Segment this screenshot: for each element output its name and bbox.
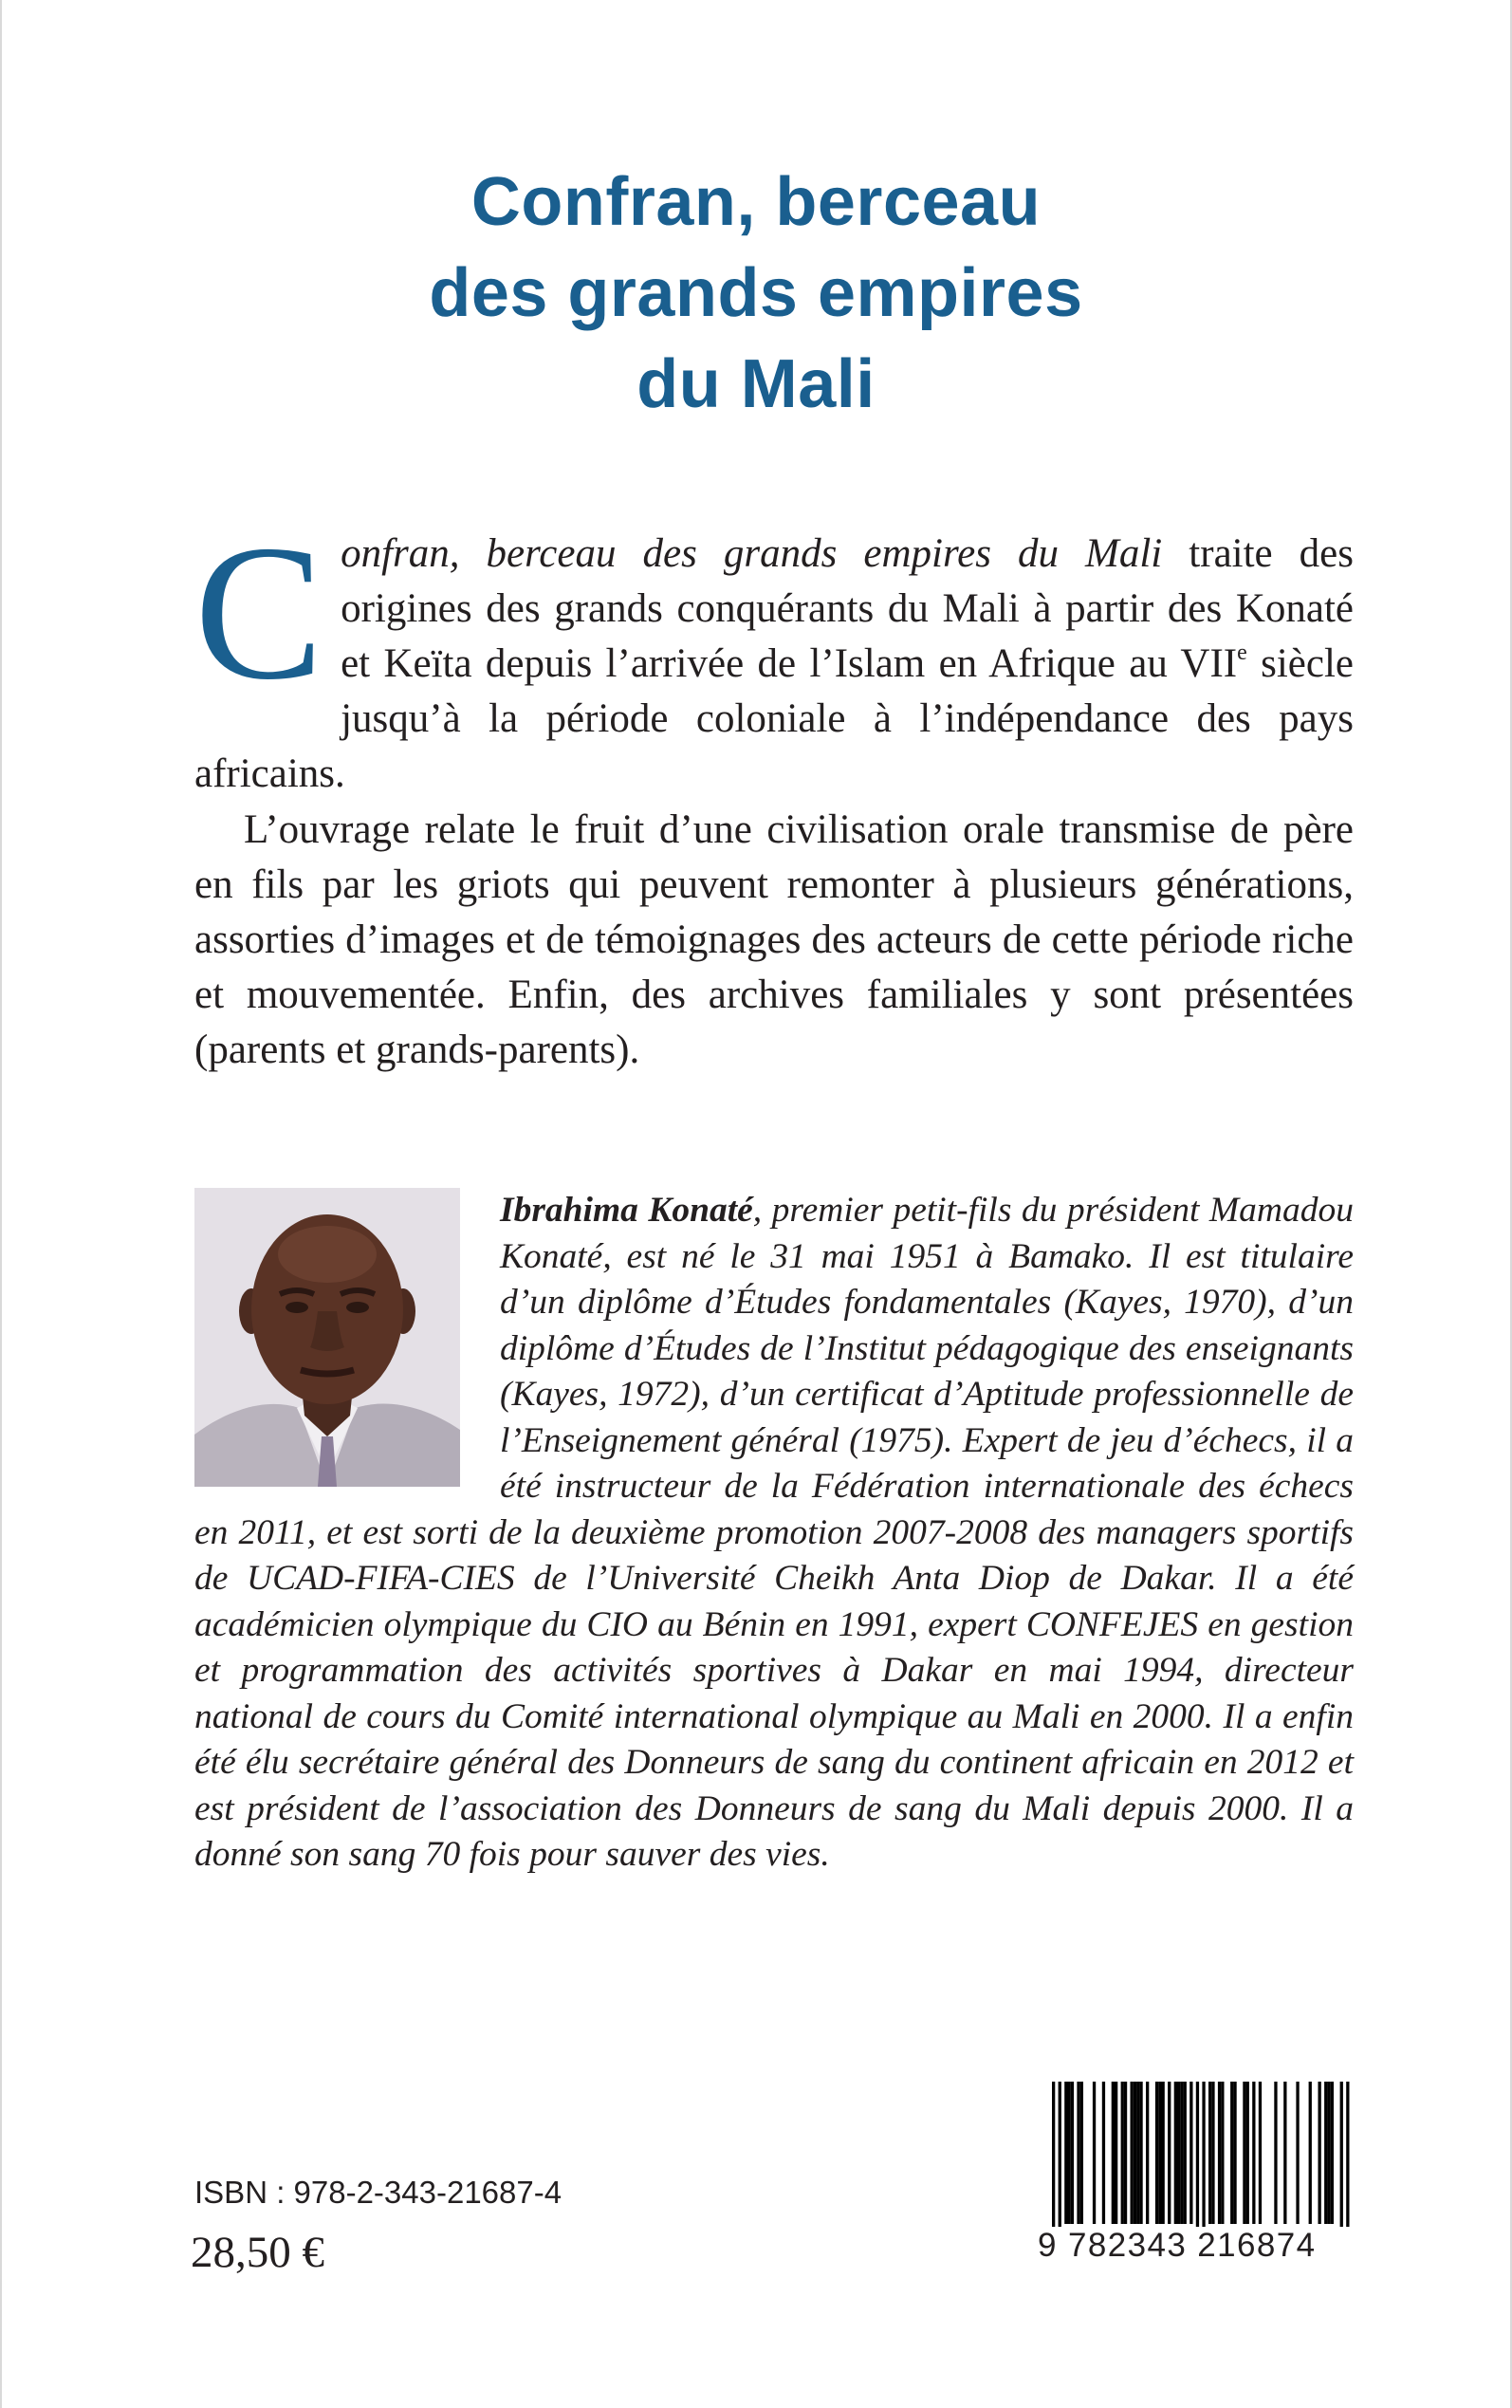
- barcode-bar: [1196, 2082, 1199, 2232]
- barcode-bar: [1184, 2082, 1187, 2224]
- barcode-bar: [1180, 2082, 1183, 2224]
- barcode-bar: [1071, 2082, 1074, 2224]
- barcode-bar: [1093, 2082, 1096, 2224]
- barcode-bar: [1158, 2082, 1161, 2224]
- barcode-bar: [1112, 2082, 1115, 2224]
- barcode-digits: 9 782343 216874: [1038, 2227, 1351, 2265]
- barcode-bar: [1052, 2082, 1055, 2232]
- author-portrait-image: [194, 1188, 460, 1487]
- barcode-bar: [1059, 2082, 1061, 2232]
- barcode-bar: [1136, 2082, 1139, 2224]
- book-title-line-3: du Mali: [636, 346, 876, 422]
- barcode-bar: [1131, 2082, 1134, 2224]
- barcode-bar: [1174, 2082, 1177, 2224]
- book-title-line-2: des grands empires: [429, 255, 1083, 331]
- barcode-bar: [1208, 2082, 1211, 2224]
- barcode-bar: [1080, 2082, 1083, 2224]
- barcode-bar: [1146, 2082, 1149, 2224]
- barcode-bar: [1230, 2082, 1233, 2224]
- price: 28,50 €: [191, 2228, 324, 2277]
- book-title: [0, 157, 1512, 430]
- blurb-paragraph-1: [194, 506, 1354, 802]
- barcode-bar: [1218, 2082, 1221, 2224]
- barcode-bar: [1252, 2082, 1255, 2224]
- book-title-line-1: Confran, berceau: [470, 164, 1042, 240]
- isbn: ISBN : 978-2-343-21687-4: [194, 2175, 562, 2210]
- author-bio: [194, 1188, 1354, 1879]
- blurb-paragraph-2: L’ouvrage relate le fruit d’une civilisation orale transmise de père en fils par les griots qui peuvent remonter à plusieurs générations, assorties d’images et de témoignages des acteurs de cette période riche et mouvementée. Enfin, des archives familiales y sont présentées (parents et grands-parents).: [194, 807, 1354, 1072]
- author-name: Ibrahima Konaté: [500, 1191, 753, 1230]
- barcode-bar: [1162, 2082, 1165, 2224]
- barcode-bar: [1296, 2082, 1299, 2224]
- barcode-bar: [1121, 2082, 1124, 2224]
- blurb-text-1: traite des origines des grands conquérants du Mali à partir des Konaté et Keïta depuis l’arrivée de l’Islam en Afrique au VII: [341, 531, 1354, 686]
- barcode-bar: [1346, 2082, 1349, 2232]
- barcode-bars: [1031, 2080, 1355, 2232]
- barcode-bar: [1233, 2082, 1236, 2224]
- century-superscript: e: [1237, 640, 1247, 665]
- barcode-bar: [1309, 2082, 1312, 2224]
- barcode-bar: [1327, 2082, 1330, 2224]
- barcode-bar: [1246, 2082, 1249, 2224]
- blurb-text-1-end: siècle jusqu’à la période coloniale à l’indépendance des pays africains.: [194, 641, 1354, 796]
- barcode-bar: [1243, 2082, 1245, 2224]
- barcode-bar: [1168, 2082, 1171, 2224]
- author-photo: [194, 1188, 460, 1487]
- barcode-bar: [1124, 2082, 1127, 2224]
- author-bio-body: , premier petit-fils du président Mamadou Konaté, est né le 31 mai 1951 à Bamako. Il est titulaire d’un diplôme d’Études fondamentales (Kayes, 1970), d’un diplôme d’Études de l’Institut pédagogique des enseignants (Kayes, 1972), d’un certificat d’Aptitude professionnelle de l’Enseignement général (1975). Expert de jeu d’échecs, il a été instructeur de la Fédération internationale des échecs en 2011, et est sorti de la deuxième promotion 2007-2008 des managers sportifs de UCAD-FIFA-CIES de l’Université Cheikh Anta Diop de Dakar. Il a été académicien olympique du CIO au Bénin en 1991, expert CONFEJES en gestion et programmation des activités sportives à Dakar en mai 1994, directeur national de cours du Comité international olympique au Mali en 2000. Il a enfin été élu secrétaire général des Donneurs de sang du continent africain en 2012 et est président de l’association des Donneurs de sang du Mali depuis 2000. Il a donné son sang 70 fois pour sauver des vies.: [194, 1191, 1354, 1874]
- barcode-bar: [1189, 2082, 1192, 2224]
- barcode-bar: [1139, 2082, 1142, 2224]
- barcode-bar: [1274, 2082, 1277, 2224]
- barcode-bar: [1324, 2082, 1327, 2224]
- barcode-bar: [1155, 2082, 1158, 2224]
- barcode-bar: [1134, 2082, 1136, 2224]
- barcode-bar: [1115, 2082, 1117, 2224]
- barcode-bar: [1064, 2082, 1067, 2224]
- drop-cap: C: [194, 506, 324, 720]
- blurb: [194, 506, 1354, 1078]
- barcode-bar: [1202, 2082, 1205, 2232]
- barcode-bar: [1221, 2082, 1224, 2224]
- barcode-bar: [1340, 2082, 1343, 2232]
- barcode-bar: [1068, 2082, 1071, 2224]
- barcode-bar: [1283, 2082, 1286, 2224]
- barcode-bar: [1077, 2082, 1079, 2224]
- barcode-bar: [1177, 2082, 1180, 2224]
- barcode-bar: [1211, 2082, 1214, 2224]
- barcode-bar: [1102, 2082, 1105, 2224]
- barcode-bar: [1259, 2082, 1262, 2224]
- blurb-title-reference: onfran, berceau des grands empires du Mali: [341, 531, 1163, 576]
- barcode-bar: [1331, 2082, 1334, 2224]
- barcode-bar: [1318, 2082, 1321, 2224]
